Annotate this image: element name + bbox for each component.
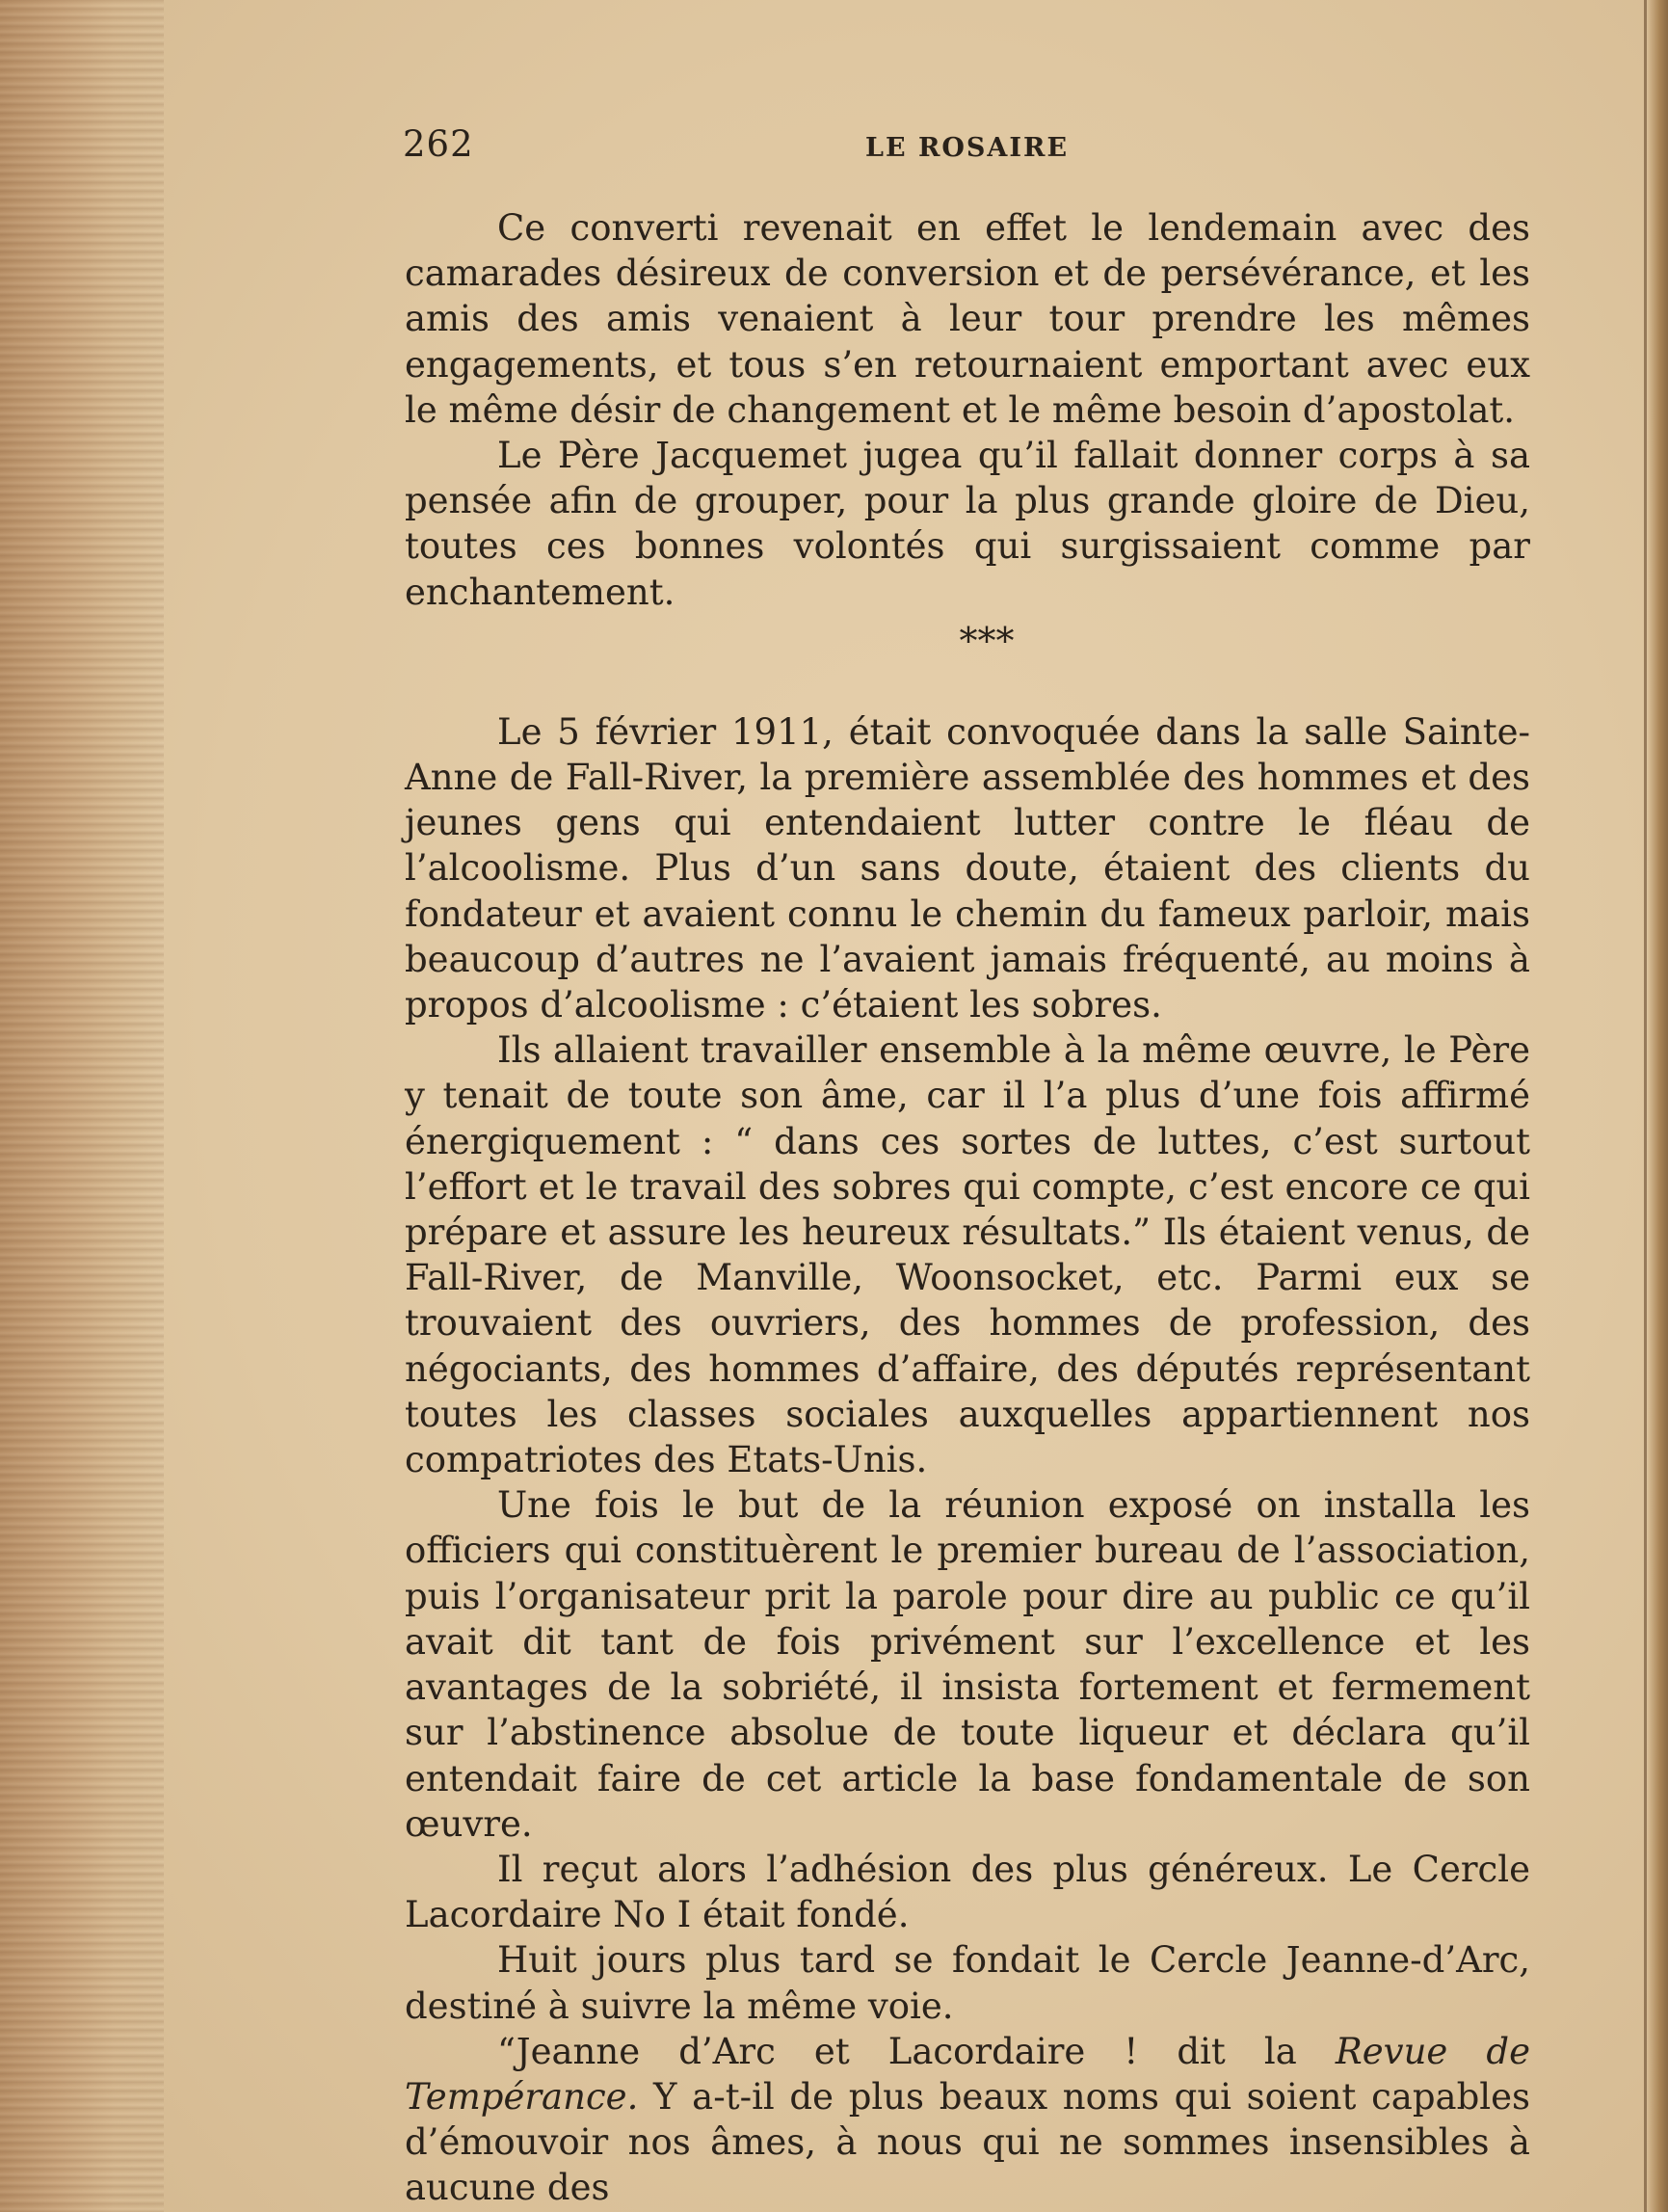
binding-gutter (0, 0, 164, 2212)
page-edge-line (1644, 0, 1647, 2212)
section-separator: *** (959, 619, 1015, 662)
journal-title: Revue de Tempérance. (405, 2030, 1530, 2118)
paragraph-7: Huit jours plus tard se fondait le Cercle Jeanne-d’Arc, destiné à suivre la même voie. (405, 1939, 1530, 2027)
paragraph-5: Une fois le but de la réunion exposé on installa les officiers qui constituèrent le premier bureau de l’association, puis l’organisateur prit la parole pour dire au public ce qu’il avait dit tant de fois privément sur l’excellence et les avantages de la sobriété, il insista fortement et fermement sur l’abstinence absolue de toute liqueur et déclara qu’il entendait faire de cet article la base fondamentale de son œuvre. (405, 1484, 1530, 1845)
paragraph-2: Le Père Jacquemet jugea qu’il fallait donner corps à sa pensée afin de grouper, pour la plus grande gloire de Dieu, toutes ces bonnes volontés qui surgissaient comme par enchantement. (405, 435, 1530, 613)
page-number: 262 (403, 123, 474, 165)
running-title: LE ROSAIRE (865, 133, 1070, 163)
paragraph-4: Ils allaient travailler ensemble à la même œuvre, le Père y tenait de toute son âme, car il l’a plus d’une fois affirmé énergiquement : “ dans ces sortes de luttes, c’est surtout l’effort et le travail des sobres qui compte, c’est encore ce qui prépare et assure les heureux résultats.” Ils étaient venus, de Fall-River, de Manville, Woonsocket, etc. Parmi eux se trouvaient des ouvriers, des hommes de profession, des négociants, des hommes d’affaire, des députés représentant toutes les classes sociales auxquelles appartiennent nos compatriotes des Etats-Unis. (405, 1029, 1530, 1481)
paragraph-8-end: Y a-t-il de plus beaux noms qui soient capables d’émouvoir nos âmes, à nous qui ne sommes insensibles à aucune des (405, 2075, 1530, 2209)
paragraph-1: Ce converti revenait en effet le lendemain avec des camarades désireux de conversion et de persévérance, et les amis des amis venaient à leur tour prendre les mêmes engagements, et tous s’en retournaient emportant avec eux le même désir de changement et le même besoin d’apostolat. (405, 207, 1530, 431)
paragraph-8 (405, 2029, 1530, 2211)
page-header (403, 123, 1521, 181)
body-text (405, 205, 1530, 2211)
paragraph-6: Il reçut alors l’adhésion des plus généreux. Le Cercle Lacordaire No I était fondé. (405, 1848, 1530, 1936)
page-right-edge (1647, 0, 1668, 2212)
paragraph-8-start: “Jeanne d’Arc et Lacordaire ! dit la (497, 2030, 1336, 2072)
paragraph-3: Le 5 février 1911, était convoquée dans la salle Sainte-Anne de Fall-River, la première assemblée des hommes et des jeunes gens qui entendaient lutter contre le fléau de l’alcoolisme. Plus d’un sans doute, étaient des clients du fondateur et avaient connu le chemin du fameux parloir, mais beaucoup d’autres ne l’avaient jamais fréquenté, au moins à propos d’alcoolisme : c’étaient les sobres. (405, 710, 1530, 1026)
